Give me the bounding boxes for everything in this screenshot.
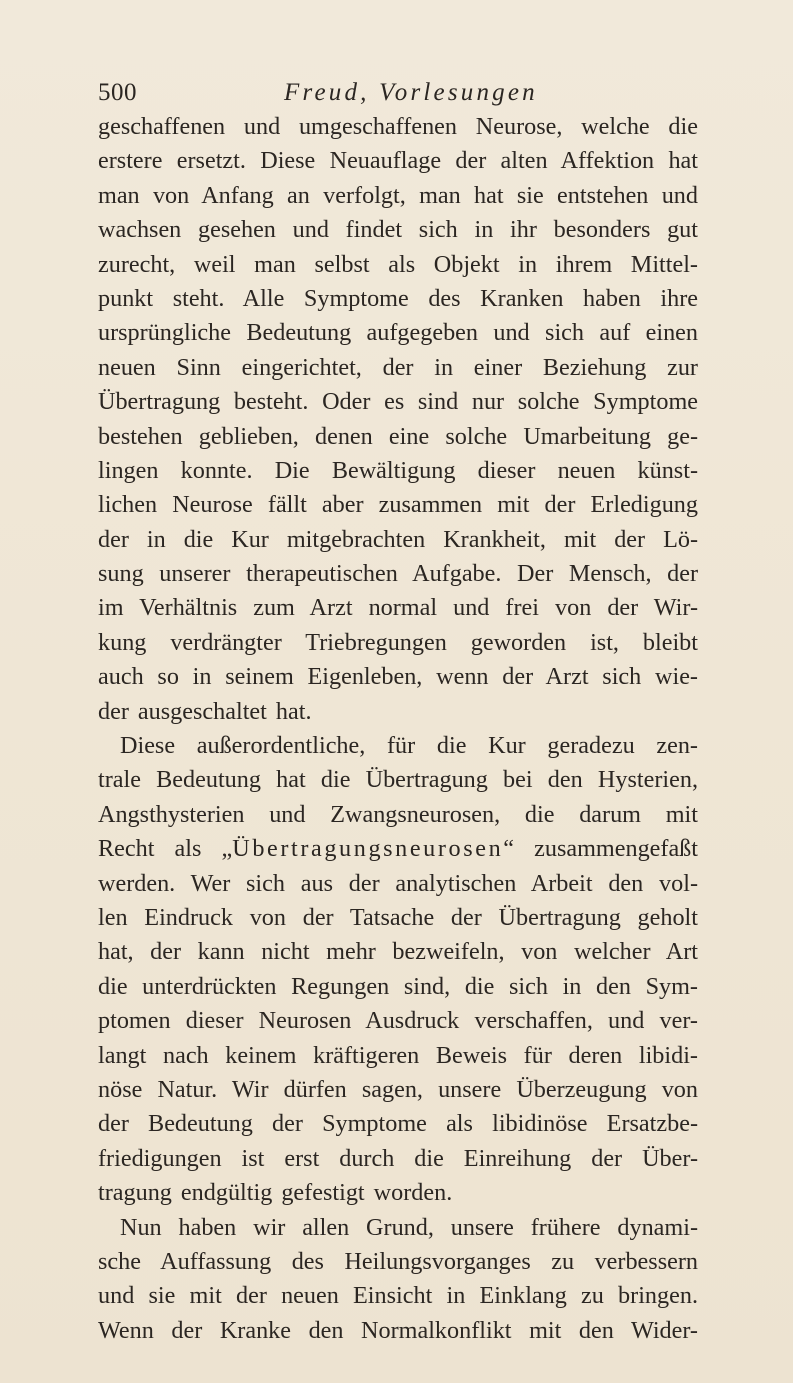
text-line: sche Auffassung des Heilungsvorganges zu verbessern	[98, 1247, 698, 1275]
text-line: Angsthysterien und Zwangsneurosen, die darum mit	[98, 800, 698, 828]
text-line: len Eindruck von der Tatsache der Übertragung geholt	[98, 903, 698, 931]
text-fragment: Recht als „	[98, 835, 233, 863]
text-line: friedigungen ist erst durch die Einreihung der Über-	[98, 1144, 698, 1172]
text-line: zurecht, weil man selbst als Objekt in ihrem Mittel-	[98, 250, 698, 278]
text-line: Wenn der Kranke den Normalkonflikt mit den Wider-	[98, 1316, 698, 1344]
text-line: lichen Neurose fällt aber zusammen mit der Erledigung	[98, 491, 698, 519]
paragraph-end-line: der ausgeschaltet hat.	[98, 697, 312, 725]
text-line: auch so in seinem Eigenleben, wenn der Arzt sich wie-	[98, 663, 698, 691]
paragraph-start-line: Nun haben wir allen Grund, unsere frühere dynami-	[120, 1213, 698, 1241]
text-line: der in die Kur mitgebrachten Krankheit, mit der Lö-	[98, 525, 698, 553]
text-line: wachsen gesehen und findet sich in ihr besonders gut	[98, 216, 698, 244]
text-line: Übertragung besteht. Oder es sind nur solche Symptome	[98, 388, 698, 416]
text-line-with-spaced-term	[98, 832, 698, 866]
text-line: geschaffenen und umgeschaffenen Neurose, welche die	[98, 113, 698, 140]
text-line: hat, der kann nicht mehr bezweifeln, von welcher Art	[98, 938, 698, 966]
text-line: erstere ersetzt. Diese Neuauflage der alten Affektion hat	[98, 147, 698, 175]
text-line: lingen konnte. Die Bewältigung dieser neuen künst-	[98, 456, 698, 484]
text-line: ptomen dieser Neurosen Ausdruck verschaffen, und ver-	[98, 1007, 698, 1035]
text-line: neuen Sinn eingerichtet, der in einer Beziehung zur	[98, 353, 698, 381]
text-line: werden. Wer sich aus der analytischen Arbeit den vol-	[98, 869, 698, 897]
running-title: Freud, Vorlesungen	[284, 79, 538, 106]
paragraph-start-line: Diese außerordentliche, für die Kur geradezu zen-	[120, 732, 698, 760]
body-text	[98, 110, 698, 1348]
text-line: punkt steht. Alle Symptome des Kranken haben ihre	[98, 284, 698, 312]
text-line: nöse Natur. Wir dürfen sagen, unsere Überzeugung von	[98, 1075, 698, 1103]
spaced-term: Übertragungsneurosen	[232, 835, 504, 863]
text-line: im Verhältnis zum Arzt normal und frei von der Wir-	[98, 594, 698, 622]
text-line: langt nach keinem kräftigeren Beweis für deren libidi-	[98, 1041, 698, 1069]
text-line: die unterdrückten Regungen sind, die sich in den Sym-	[98, 972, 698, 1000]
text-line: bestehen geblieben, denen eine solche Umarbeitung ge-	[98, 422, 698, 450]
text-line: und sie mit der neuen Einsicht in Einklang zu bringen.	[98, 1282, 698, 1310]
text-line: trale Bedeutung hat die Übertragung bei den Hysterien,	[98, 766, 698, 794]
text-line: kung verdrängter Triebregungen geworden ist, bleibt	[98, 628, 698, 656]
text-line: der Bedeutung der Symptome als libidinöse Ersatzbe-	[98, 1110, 698, 1138]
paragraph-end-line: tragung endgültig gefestigt worden.	[98, 1179, 453, 1207]
page-number: 500	[98, 79, 137, 106]
text-fragment: “ zusammengefaßt	[503, 835, 698, 863]
text-line: sung unserer therapeutischen Aufgabe. Der Mensch, der	[98, 560, 698, 588]
page-header	[98, 76, 698, 110]
text-line: ursprüngliche Bedeutung aufgegeben und sich auf einen	[98, 319, 698, 347]
text-line: man von Anfang an verfolgt, man hat sie entstehen und	[98, 181, 698, 209]
